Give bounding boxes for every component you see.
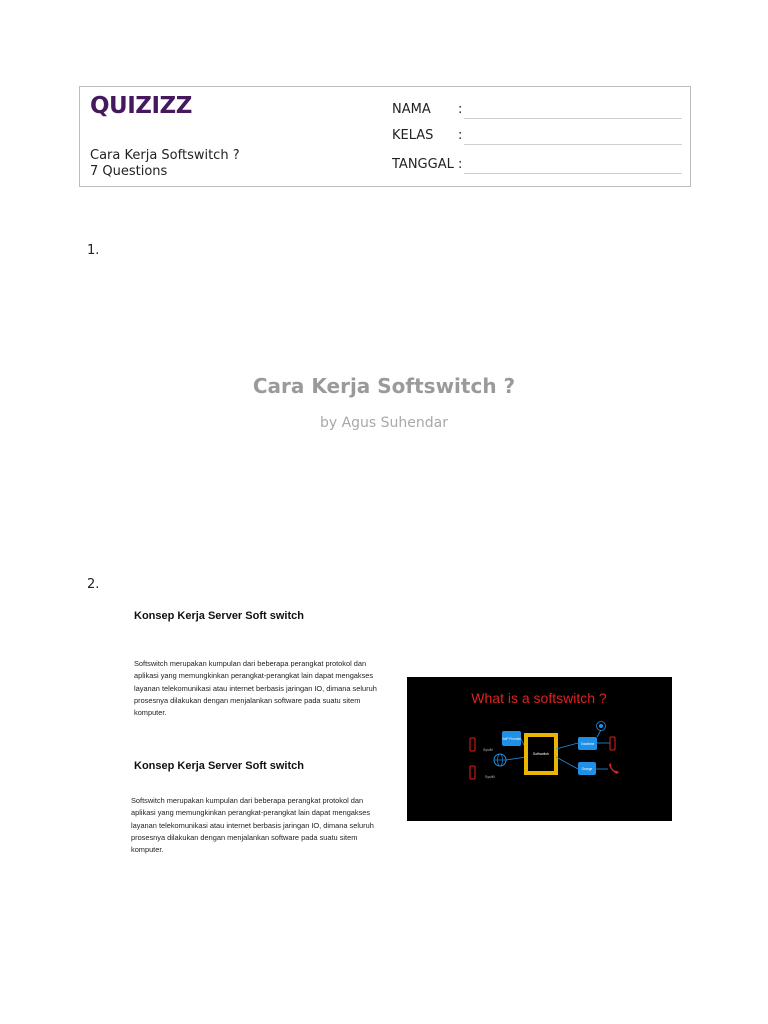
quiz-title: Cara Kerja Softswitch ?: [90, 148, 240, 163]
diagram-title: What is a softswitch ?: [471, 690, 607, 706]
slide-subtitle: by Agus Suhendar: [319, 415, 449, 431]
softswitch-label: Softswitch: [532, 752, 550, 756]
slide-title: Cara Kerja Softswitch ?: [252, 374, 516, 398]
question-2-number: 2.: [87, 577, 100, 592]
class-colon: :: [458, 128, 463, 143]
date-label: TANGGAL :: [392, 157, 463, 172]
date-field: [392, 157, 462, 172]
diagram-canvas: [407, 677, 672, 821]
softswitch-diagram: [407, 677, 672, 821]
section-paragraph-1: Softswitch merupakan kumpulan dari beberapa perangkat protokol dan aplikasi yang memungkinkan perangkat-perangkat lain dapat mengakses layanan telekomunikasi atau internet berbasis jaringan IO, dimana seluruh prosesnya dilakukan dengan menjalankan software pada suatu sitem komputer.: [134, 659, 377, 718]
quizizz-logo: QUIZIZZ: [90, 93, 192, 119]
vodafone-label: Vodafone: [580, 742, 595, 746]
orange-label: Orange: [581, 767, 593, 771]
handset-icon: [609, 763, 619, 774]
phone-icon: [470, 738, 475, 751]
section-heading-1: Konsep Kerja Server Soft switch: [134, 610, 304, 622]
wifi-icon: [599, 724, 603, 728]
name-label: NAMA: [392, 102, 431, 117]
class-line[interactable]: [464, 144, 682, 145]
name-colon: :: [458, 102, 463, 117]
name-line[interactable]: [464, 118, 682, 119]
class-field: [392, 128, 466, 143]
worksheet-header: [79, 86, 691, 187]
section-heading-2: Konsep Kerja Server Soft switch: [134, 760, 304, 772]
question-1-number: 1.: [87, 243, 100, 258]
question-count: 7 Questions: [90, 164, 168, 179]
phone-icon: [470, 766, 475, 779]
name-field: [392, 102, 466, 117]
date-line[interactable]: [464, 173, 682, 174]
phone-icon: [610, 737, 615, 750]
sysim-label-1: SysIM: [483, 748, 493, 752]
class-label: KELAS: [392, 128, 434, 143]
voip-provider-label: VoIP Provider: [501, 737, 522, 741]
sysim-label-2: SysIM: [485, 775, 495, 779]
section-paragraph-2: Softswitch merupakan kumpulan dari beberapa perangkat protokol dan aplikasi yang memungkinkan perangkat-perangkat lain dapat mengakses layanan telekomunikasi atau internet berbasis jaringan IO, dimana seluruh prosesnya dilakukan dengan menjalankan software pada suatu sitem komputer.: [131, 796, 374, 855]
